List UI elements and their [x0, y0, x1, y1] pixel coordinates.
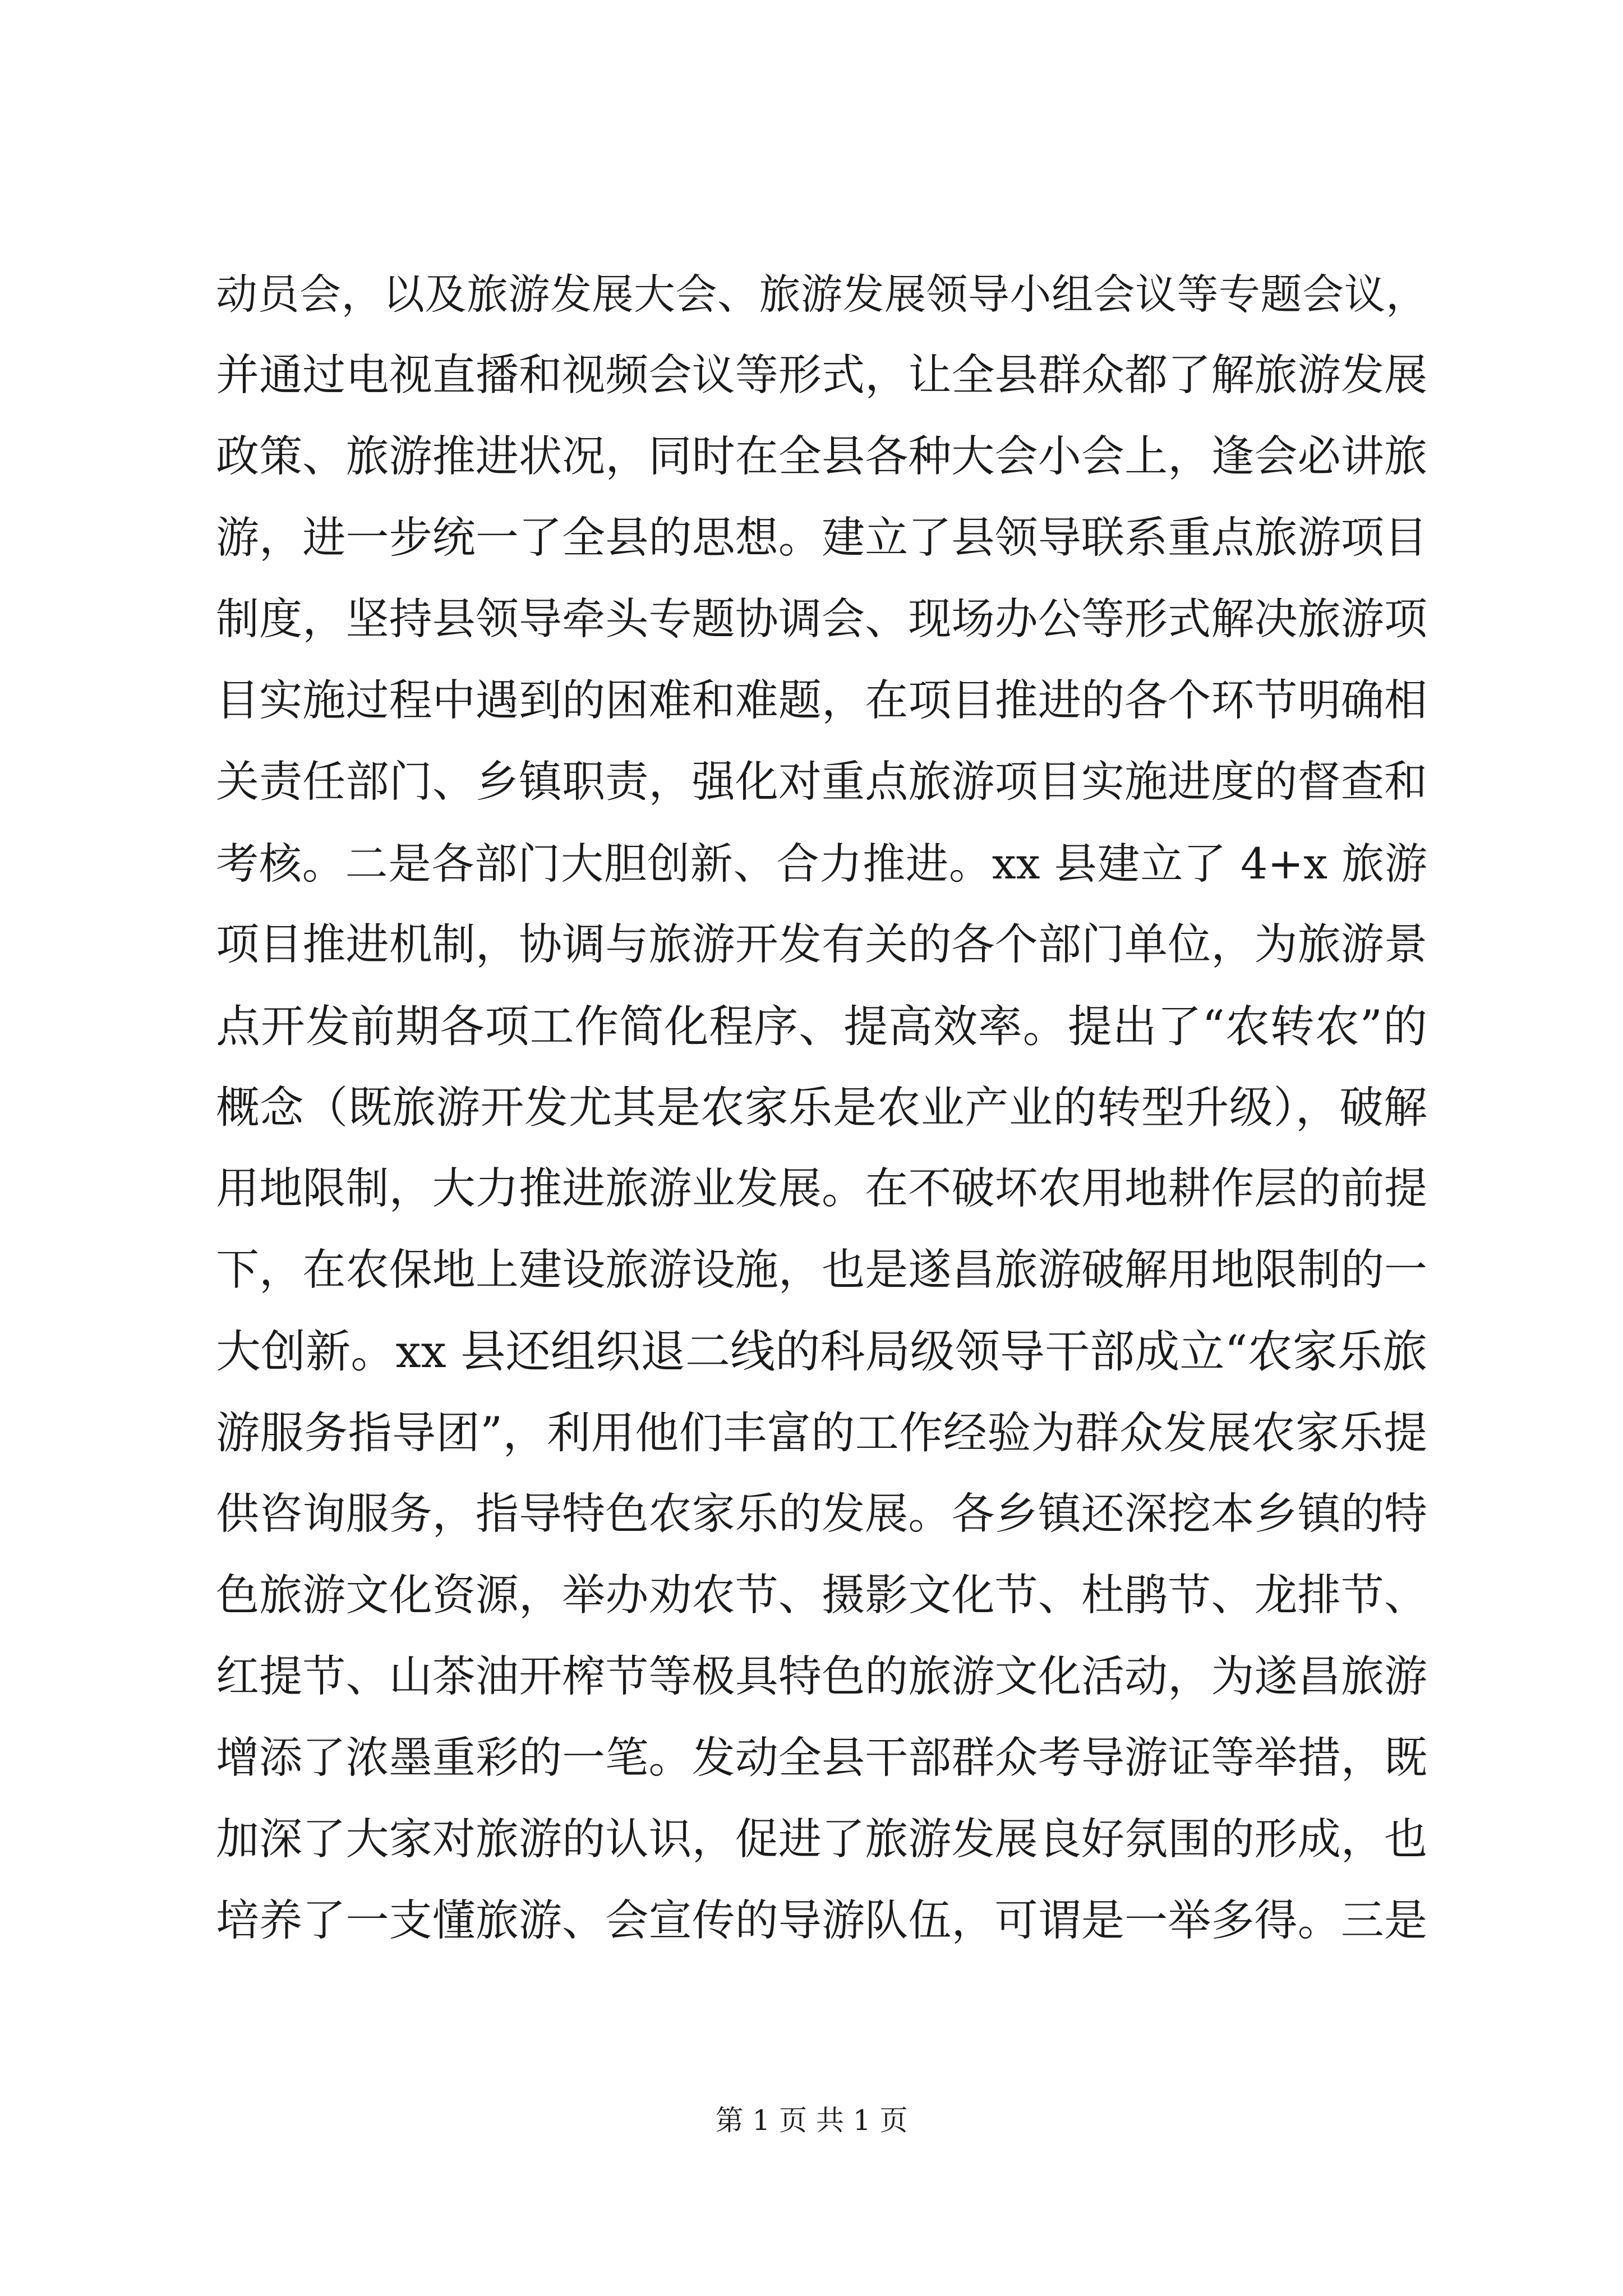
page-footer: 第 1 页 共 1 页 [715, 2104, 908, 2137]
text-line: 政策、旅游推进状况，同时在全县各种大会小会上，逢会必讲旅 [216, 432, 1427, 482]
text-line: 关责任部门、乡镇职责，强化对重点旅游项目实施进度的督查和 [216, 757, 1427, 807]
text-line: 供咨询服务，指导特色农家乐的发展。各乡镇还深挖本乡镇的特 [216, 1489, 1427, 1539]
body-text [216, 264, 1427, 1972]
text-line: 增添了浓墨重彩的一笔。发动全县干部群众考导游证等举措，既 [216, 1733, 1427, 1783]
text-line: 红提节、山茶油开榨节等极具特色的旅游文化活动，为遂昌旅游 [216, 1652, 1427, 1702]
text-line: 游，进一步统一了全县的思想。建立了县领导联系重点旅游项目 [216, 513, 1427, 563]
text-line: 培养了一支懂旅游、会宣传的导游队伍，可谓是一举多得。三是 [216, 1896, 1427, 1946]
text-line: 点开发前期各项工作简化程序、提高效率。提出了“农转农”的 [216, 1001, 1427, 1052]
text-line: 目实施过程中遇到的困难和难题，在项目推进的各个环节明确相 [216, 676, 1427, 726]
text-line: 大创新。xx 县还组织退二线的科局级领导干部成立“农家乐旅 [216, 1326, 1427, 1378]
text-line: 并通过电视直播和视频会议等形式，让全县群众都了解旅游发展 [216, 351, 1427, 401]
text-line: 色旅游文化资源，举办劝农节、摄影文化节、杜鹃节、龙排节、 [216, 1571, 1427, 1621]
text-line: 游服务指导团”，利用他们丰富的工作经验为群众发展农家乐提 [216, 1408, 1427, 1458]
text-line: 制度，坚持县领导牵头专题协调会、现场办公等形式解决旅游项 [216, 595, 1427, 645]
text-line: 项目推进机制，协调与旅游开发有关的各个部门单位，为旅游景 [216, 920, 1427, 970]
text-line: 加深了大家对旅游的认识，促进了旅游发展良好氛围的形成，也 [216, 1815, 1427, 1865]
text-line: 概念（既旅游开发尤其是农家乐是农业产业的转型升级），破解 [216, 1083, 1427, 1133]
text-line: 考核。二是各部门大胆创新、合力推进。xx 县建立了 4+x 旅游 [216, 839, 1427, 889]
text-line: 动员会，以及旅游发展大会、旅游发展领导小组会议等专题会议， [216, 270, 1427, 319]
text-line: 用地限制，大力推进旅游业发展。在不破坏农用地耕作层的前提 [216, 1164, 1427, 1214]
text-line: 下，在农保地上建设旅游设施，也是遂昌旅游破解用地限制的一 [216, 1245, 1427, 1295]
